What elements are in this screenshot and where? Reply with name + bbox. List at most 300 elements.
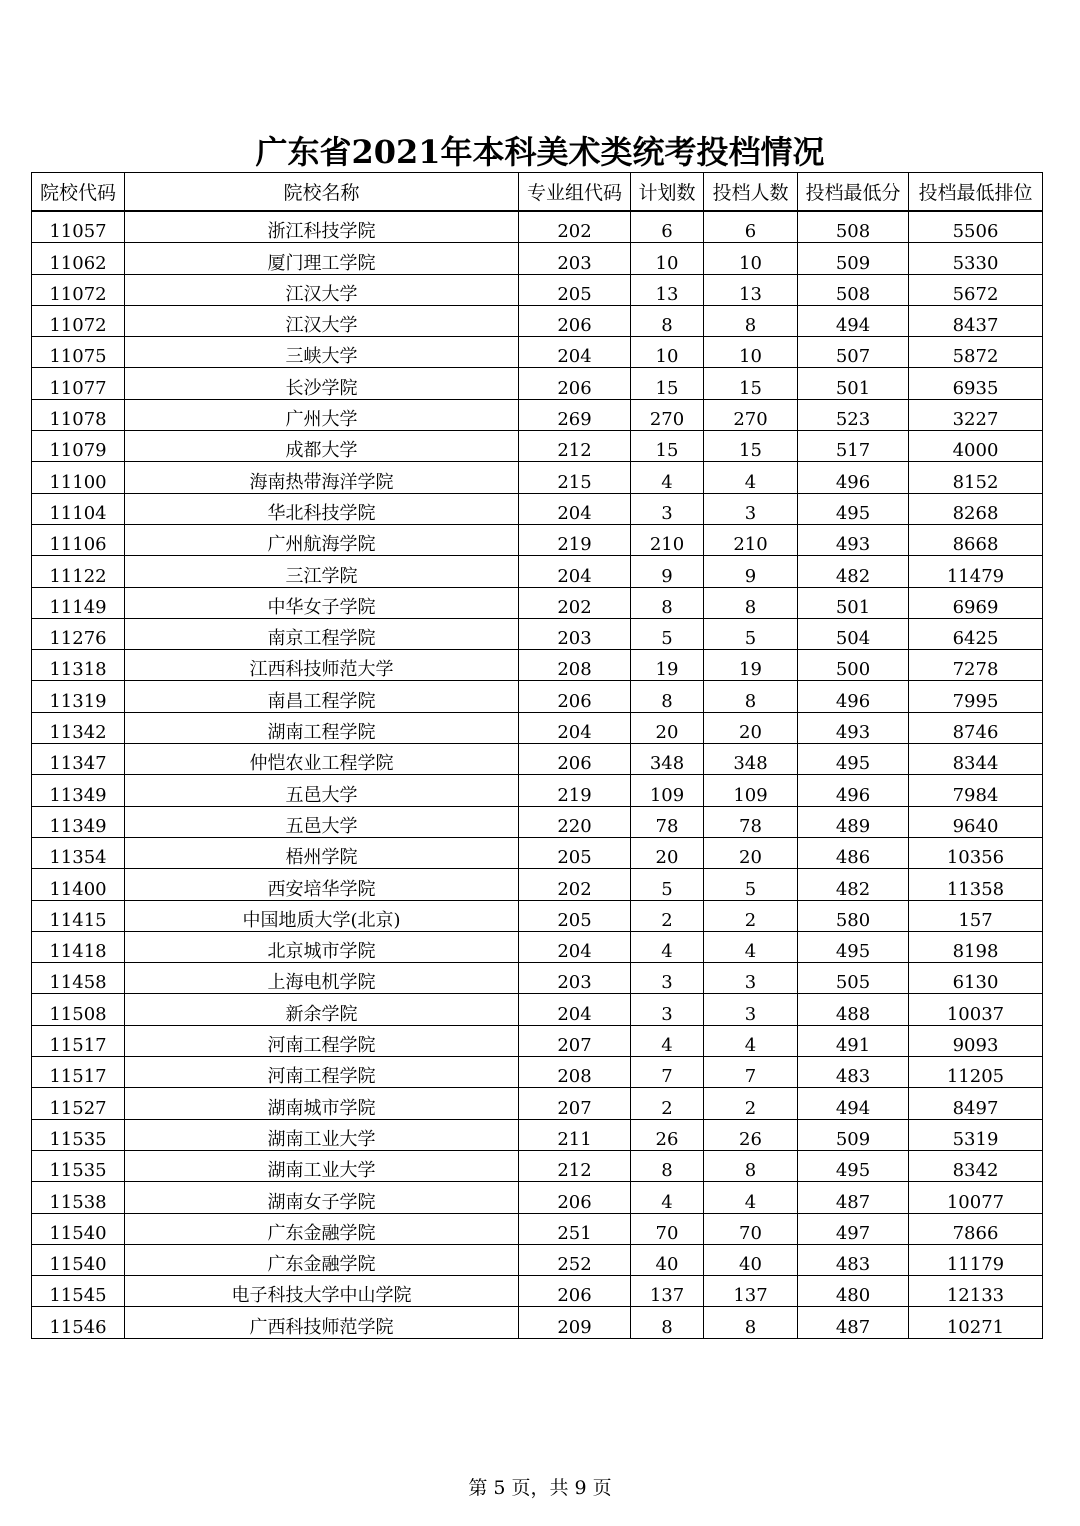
cell-school-code: 11072 (32, 274, 125, 305)
cell-admitted-count: 6 (704, 211, 798, 243)
cell-min-rank: 8268 (909, 493, 1043, 524)
cell-plan-count: 10 (631, 243, 704, 274)
cell-school-name: 广州大学 (125, 399, 519, 430)
cell-school-name: 五邑大学 (125, 806, 519, 837)
table-row (32, 368, 1043, 399)
cell-group-code: 202 (519, 211, 631, 243)
table-row (32, 1119, 1043, 1150)
cell-min-score: 488 (798, 994, 909, 1025)
cell-plan-count: 5 (631, 618, 704, 649)
cell-min-score: 489 (798, 806, 909, 837)
cell-plan-count: 4 (631, 1025, 704, 1056)
header-school-name: 院校名称 (125, 173, 519, 212)
cell-admitted-count: 3 (704, 963, 798, 994)
table-row (32, 806, 1043, 837)
cell-plan-count: 20 (631, 712, 704, 743)
cell-min-score: 517 (798, 431, 909, 462)
cell-min-score: 495 (798, 493, 909, 524)
table-row (32, 274, 1043, 305)
cell-min-score: 497 (798, 1213, 909, 1244)
cell-admitted-count: 15 (704, 368, 798, 399)
cell-group-code: 206 (519, 368, 631, 399)
cell-school-code: 11418 (32, 931, 125, 962)
cell-school-code: 11078 (32, 399, 125, 430)
cell-plan-count: 9 (631, 556, 704, 587)
cell-min-score: 486 (798, 837, 909, 868)
cell-min-rank: 11179 (909, 1244, 1043, 1275)
cell-group-code: 204 (519, 556, 631, 587)
cell-school-code: 11100 (32, 462, 125, 493)
cell-school-name: 海南热带海洋学院 (125, 462, 519, 493)
table-row (32, 1057, 1043, 1088)
cell-group-code: 204 (519, 931, 631, 962)
cell-plan-count: 6 (631, 211, 704, 243)
cell-school-name: 河南工程学院 (125, 1025, 519, 1056)
cell-group-code: 215 (519, 462, 631, 493)
cell-plan-count: 8 (631, 681, 704, 712)
cell-group-code: 204 (519, 337, 631, 368)
cell-school-code: 11400 (32, 869, 125, 900)
cell-school-name: 南京工程学院 (125, 618, 519, 649)
cell-min-rank: 8198 (909, 931, 1043, 962)
cell-group-code: 251 (519, 1213, 631, 1244)
table-row (32, 243, 1043, 274)
cell-min-score: 509 (798, 243, 909, 274)
cell-min-score: 495 (798, 744, 909, 775)
cell-plan-count: 4 (631, 1182, 704, 1213)
cell-group-code: 209 (519, 1307, 631, 1338)
cell-group-code: 206 (519, 1276, 631, 1307)
cell-admitted-count: 8 (704, 587, 798, 618)
table-row (32, 1088, 1043, 1119)
table-row (32, 305, 1043, 336)
cell-school-name: 湖南工程学院 (125, 712, 519, 743)
cell-min-rank: 7984 (909, 775, 1043, 806)
cell-school-name: 中国地质大学(北京) (125, 900, 519, 931)
cell-group-code: 269 (519, 399, 631, 430)
table-row (32, 869, 1043, 900)
table-row (32, 837, 1043, 868)
cell-min-score: 480 (798, 1276, 909, 1307)
cell-admitted-count: 8 (704, 305, 798, 336)
cell-plan-count: 109 (631, 775, 704, 806)
cell-admitted-count: 2 (704, 900, 798, 931)
cell-min-score: 500 (798, 650, 909, 681)
cell-school-code: 11106 (32, 524, 125, 555)
table-row (32, 618, 1043, 649)
cell-min-score: 507 (798, 337, 909, 368)
cell-min-score: 487 (798, 1182, 909, 1213)
cell-school-name: 中华女子学院 (125, 587, 519, 618)
cell-plan-count: 8 (631, 1150, 704, 1181)
cell-min-score: 487 (798, 1307, 909, 1338)
cell-school-code: 11149 (32, 587, 125, 618)
table-row (32, 211, 1043, 243)
table-row (32, 493, 1043, 524)
cell-admitted-count: 3 (704, 994, 798, 1025)
cell-min-rank: 6425 (909, 618, 1043, 649)
cell-school-name: 五邑大学 (125, 775, 519, 806)
cell-min-rank: 5872 (909, 337, 1043, 368)
header-admitted-count: 投档人数 (704, 173, 798, 212)
cell-min-rank: 8344 (909, 744, 1043, 775)
cell-admitted-count: 270 (704, 399, 798, 430)
cell-school-name: 湖南女子学院 (125, 1182, 519, 1213)
header-group-code: 专业组代码 (519, 173, 631, 212)
cell-min-rank: 11205 (909, 1057, 1043, 1088)
cell-school-name: 广州航海学院 (125, 524, 519, 555)
table-row (32, 1244, 1043, 1275)
cell-min-rank: 5672 (909, 274, 1043, 305)
table-row (32, 524, 1043, 555)
cell-group-code: 206 (519, 305, 631, 336)
cell-plan-count: 8 (631, 1307, 704, 1338)
cell-school-code: 11342 (32, 712, 125, 743)
cell-school-code: 11535 (32, 1150, 125, 1181)
cell-school-name: 北京城市学院 (125, 931, 519, 962)
table-row (32, 1182, 1043, 1213)
cell-min-rank: 11358 (909, 869, 1043, 900)
cell-school-name: 仲恺农业工程学院 (125, 744, 519, 775)
cell-min-rank: 4000 (909, 431, 1043, 462)
cell-plan-count: 70 (631, 1213, 704, 1244)
cell-school-name: 湖南工业大学 (125, 1119, 519, 1150)
cell-school-code: 11508 (32, 994, 125, 1025)
cell-admitted-count: 8 (704, 681, 798, 712)
cell-school-code: 11319 (32, 681, 125, 712)
cell-group-code: 220 (519, 806, 631, 837)
cell-group-code: 208 (519, 1057, 631, 1088)
cell-min-rank: 10077 (909, 1182, 1043, 1213)
cell-admitted-count: 4 (704, 1025, 798, 1056)
cell-plan-count: 5 (631, 869, 704, 900)
cell-group-code: 211 (519, 1119, 631, 1150)
table-row (32, 337, 1043, 368)
cell-school-code: 11072 (32, 305, 125, 336)
cell-admitted-count: 4 (704, 931, 798, 962)
cell-min-score: 505 (798, 963, 909, 994)
admission-table (31, 172, 1043, 1339)
cell-min-rank: 5506 (909, 211, 1043, 243)
table-row (32, 1150, 1043, 1181)
cell-group-code: 212 (519, 431, 631, 462)
cell-plan-count: 8 (631, 305, 704, 336)
cell-min-rank: 9093 (909, 1025, 1043, 1056)
cell-min-score: 501 (798, 587, 909, 618)
cell-min-rank: 7995 (909, 681, 1043, 712)
cell-group-code: 204 (519, 712, 631, 743)
page-number: 第 5 页，共 9 页 (468, 1477, 612, 1499)
cell-admitted-count: 210 (704, 524, 798, 555)
cell-min-score: 493 (798, 712, 909, 743)
cell-school-code: 11079 (32, 431, 125, 462)
cell-admitted-count: 20 (704, 837, 798, 868)
cell-plan-count: 20 (631, 837, 704, 868)
table-row (32, 399, 1043, 430)
cell-group-code: 207 (519, 1088, 631, 1119)
cell-admitted-count: 137 (704, 1276, 798, 1307)
cell-school-name: 广东金融学院 (125, 1213, 519, 1244)
cell-min-score: 496 (798, 681, 909, 712)
cell-min-score: 483 (798, 1244, 909, 1275)
table-row (32, 1213, 1043, 1244)
cell-admitted-count: 3 (704, 493, 798, 524)
cell-min-rank: 5319 (909, 1119, 1043, 1150)
cell-group-code: 202 (519, 587, 631, 618)
cell-school-name: 湖南工业大学 (125, 1150, 519, 1181)
cell-school-code: 11517 (32, 1025, 125, 1056)
cell-school-code: 11535 (32, 1119, 125, 1150)
cell-min-rank: 6130 (909, 963, 1043, 994)
cell-admitted-count: 40 (704, 1244, 798, 1275)
cell-group-code: 204 (519, 994, 631, 1025)
cell-plan-count: 19 (631, 650, 704, 681)
cell-group-code: 204 (519, 493, 631, 524)
cell-min-rank: 8437 (909, 305, 1043, 336)
cell-admitted-count: 8 (704, 1150, 798, 1181)
cell-group-code: 205 (519, 900, 631, 931)
cell-school-name: 梧州学院 (125, 837, 519, 868)
cell-plan-count: 40 (631, 1244, 704, 1275)
cell-plan-count: 3 (631, 994, 704, 1025)
table-row (32, 587, 1043, 618)
cell-plan-count: 26 (631, 1119, 704, 1150)
cell-school-name: 江汉大学 (125, 274, 519, 305)
table-body (32, 211, 1043, 1338)
cell-admitted-count: 5 (704, 869, 798, 900)
table-row (32, 650, 1043, 681)
cell-admitted-count: 5 (704, 618, 798, 649)
cell-school-code: 11538 (32, 1182, 125, 1213)
table-row (32, 775, 1043, 806)
cell-min-score: 482 (798, 869, 909, 900)
cell-min-rank: 11479 (909, 556, 1043, 587)
cell-school-code: 11347 (32, 744, 125, 775)
cell-school-code: 11517 (32, 1057, 125, 1088)
cell-min-rank: 10037 (909, 994, 1043, 1025)
header-min-score: 投档最低分 (798, 173, 909, 212)
cell-min-score: 580 (798, 900, 909, 931)
cell-school-code: 11276 (32, 618, 125, 649)
cell-min-rank: 6969 (909, 587, 1043, 618)
table-row (32, 931, 1043, 962)
cell-group-code: 203 (519, 243, 631, 274)
cell-admitted-count: 78 (704, 806, 798, 837)
cell-school-code: 11458 (32, 963, 125, 994)
cell-min-score: 495 (798, 1150, 909, 1181)
cell-admitted-count: 348 (704, 744, 798, 775)
cell-admitted-count: 109 (704, 775, 798, 806)
table-row (32, 431, 1043, 462)
cell-school-name: 浙江科技学院 (125, 211, 519, 243)
cell-plan-count: 7 (631, 1057, 704, 1088)
cell-school-code: 11349 (32, 775, 125, 806)
cell-school-code: 11540 (32, 1244, 125, 1275)
cell-school-code: 11349 (32, 806, 125, 837)
cell-min-score: 523 (798, 399, 909, 430)
header-school-code: 院校代码 (32, 173, 125, 212)
cell-min-score: 494 (798, 305, 909, 336)
cell-group-code: 205 (519, 274, 631, 305)
cell-group-code: 206 (519, 744, 631, 775)
cell-admitted-count: 9 (704, 556, 798, 587)
cell-min-rank: 10271 (909, 1307, 1043, 1338)
cell-group-code: 212 (519, 1150, 631, 1181)
table-row (32, 900, 1043, 931)
cell-min-rank: 8746 (909, 712, 1043, 743)
cell-min-rank: 8342 (909, 1150, 1043, 1181)
cell-plan-count: 270 (631, 399, 704, 430)
cell-admitted-count: 26 (704, 1119, 798, 1150)
cell-school-name: 三江学院 (125, 556, 519, 587)
cell-min-score: 495 (798, 931, 909, 962)
cell-school-code: 11318 (32, 650, 125, 681)
cell-group-code: 252 (519, 1244, 631, 1275)
cell-min-rank: 6935 (909, 368, 1043, 399)
cell-min-score: 496 (798, 462, 909, 493)
table-row (32, 994, 1043, 1025)
cell-school-code: 11415 (32, 900, 125, 931)
table-row (32, 744, 1043, 775)
table-row (32, 712, 1043, 743)
cell-school-name: 上海电机学院 (125, 963, 519, 994)
cell-school-name: 湖南城市学院 (125, 1088, 519, 1119)
cell-plan-count: 210 (631, 524, 704, 555)
cell-school-code: 11545 (32, 1276, 125, 1307)
cell-plan-count: 137 (631, 1276, 704, 1307)
cell-school-code: 11354 (32, 837, 125, 868)
cell-plan-count: 13 (631, 274, 704, 305)
cell-group-code: 206 (519, 1182, 631, 1213)
cell-admitted-count: 2 (704, 1088, 798, 1119)
cell-plan-count: 3 (631, 963, 704, 994)
cell-min-rank: 3227 (909, 399, 1043, 430)
cell-plan-count: 348 (631, 744, 704, 775)
cell-school-name: 厦门理工学院 (125, 243, 519, 274)
cell-admitted-count: 20 (704, 712, 798, 743)
cell-admitted-count: 70 (704, 1213, 798, 1244)
cell-min-rank: 8668 (909, 524, 1043, 555)
cell-group-code: 203 (519, 618, 631, 649)
cell-min-score: 483 (798, 1057, 909, 1088)
cell-school-name: 长沙学院 (125, 368, 519, 399)
cell-min-rank: 157 (909, 900, 1043, 931)
cell-school-code: 11057 (32, 211, 125, 243)
cell-admitted-count: 13 (704, 274, 798, 305)
cell-group-code: 219 (519, 524, 631, 555)
cell-min-rank: 8497 (909, 1088, 1043, 1119)
cell-school-name: 江西科技师范大学 (125, 650, 519, 681)
cell-admitted-count: 8 (704, 1307, 798, 1338)
cell-school-name: 江汉大学 (125, 305, 519, 336)
cell-school-code: 11062 (32, 243, 125, 274)
cell-plan-count: 2 (631, 1088, 704, 1119)
cell-min-score: 509 (798, 1119, 909, 1150)
cell-admitted-count: 15 (704, 431, 798, 462)
cell-group-code: 202 (519, 869, 631, 900)
cell-school-name: 广西科技师范学院 (125, 1307, 519, 1338)
cell-plan-count: 2 (631, 900, 704, 931)
cell-min-rank: 7278 (909, 650, 1043, 681)
cell-min-rank: 7866 (909, 1213, 1043, 1244)
table-header-row (32, 173, 1043, 212)
cell-group-code: 208 (519, 650, 631, 681)
cell-plan-count: 15 (631, 431, 704, 462)
cell-group-code: 203 (519, 963, 631, 994)
cell-plan-count: 78 (631, 806, 704, 837)
table-row (32, 963, 1043, 994)
cell-school-code: 11122 (32, 556, 125, 587)
cell-school-code: 11077 (32, 368, 125, 399)
cell-plan-count: 8 (631, 587, 704, 618)
cell-school-code: 11546 (32, 1307, 125, 1338)
header-min-rank: 投档最低排位 (909, 173, 1043, 212)
cell-admitted-count: 19 (704, 650, 798, 681)
page-title: 广东省2021年本科美术类统考投档情况 (255, 133, 825, 171)
cell-min-rank: 10356 (909, 837, 1043, 868)
cell-school-code: 11527 (32, 1088, 125, 1119)
cell-min-rank: 12133 (909, 1276, 1043, 1307)
table-row (32, 1307, 1043, 1338)
cell-school-name: 华北科技学院 (125, 493, 519, 524)
cell-min-rank: 5330 (909, 243, 1043, 274)
cell-min-score: 493 (798, 524, 909, 555)
cell-min-rank: 8152 (909, 462, 1043, 493)
cell-school-code: 11104 (32, 493, 125, 524)
cell-school-name: 西安培华学院 (125, 869, 519, 900)
cell-school-name: 南昌工程学院 (125, 681, 519, 712)
cell-school-name: 电子科技大学中山学院 (125, 1276, 519, 1307)
cell-school-name: 河南工程学院 (125, 1057, 519, 1088)
cell-min-score: 491 (798, 1025, 909, 1056)
cell-admitted-count: 7 (704, 1057, 798, 1088)
cell-school-code: 11540 (32, 1213, 125, 1244)
table-row (32, 1025, 1043, 1056)
cell-admitted-count: 10 (704, 243, 798, 274)
cell-admitted-count: 10 (704, 337, 798, 368)
cell-group-code: 207 (519, 1025, 631, 1056)
cell-min-score: 508 (798, 211, 909, 243)
cell-plan-count: 4 (631, 462, 704, 493)
cell-plan-count: 4 (631, 931, 704, 962)
cell-school-name: 广东金融学院 (125, 1244, 519, 1275)
cell-plan-count: 15 (631, 368, 704, 399)
cell-min-score: 482 (798, 556, 909, 587)
cell-school-name: 成都大学 (125, 431, 519, 462)
table-row (32, 462, 1043, 493)
cell-min-rank: 9640 (909, 806, 1043, 837)
cell-group-code: 205 (519, 837, 631, 868)
cell-group-code: 206 (519, 681, 631, 712)
header-plan-count: 计划数 (631, 173, 704, 212)
cell-school-name: 三峡大学 (125, 337, 519, 368)
table-row (32, 681, 1043, 712)
cell-admitted-count: 4 (704, 1182, 798, 1213)
cell-admitted-count: 4 (704, 462, 798, 493)
cell-group-code: 219 (519, 775, 631, 806)
cell-plan-count: 3 (631, 493, 704, 524)
cell-min-score: 508 (798, 274, 909, 305)
table-row (32, 1276, 1043, 1307)
cell-min-score: 501 (798, 368, 909, 399)
cell-min-score: 504 (798, 618, 909, 649)
cell-school-code: 11075 (32, 337, 125, 368)
table-row (32, 556, 1043, 587)
cell-min-score: 494 (798, 1088, 909, 1119)
cell-min-score: 496 (798, 775, 909, 806)
cell-plan-count: 10 (631, 337, 704, 368)
cell-school-name: 新余学院 (125, 994, 519, 1025)
